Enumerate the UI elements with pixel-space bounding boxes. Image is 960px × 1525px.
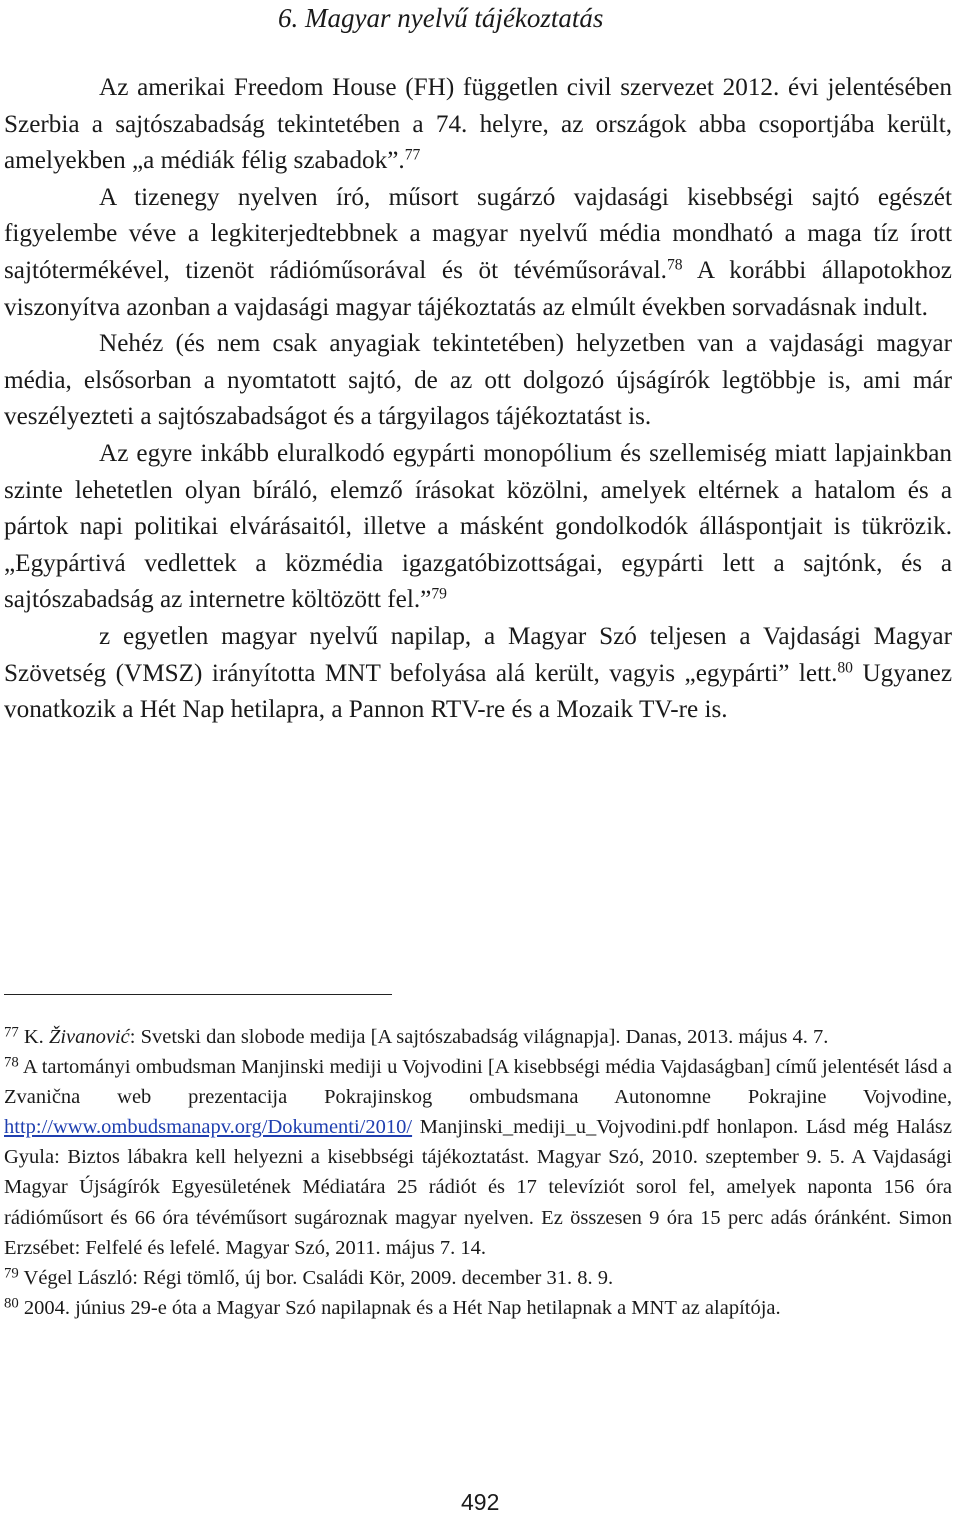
page-number: 492 <box>461 1489 500 1515</box>
footnote-number: 80 <box>4 1295 19 1312</box>
paragraph-text: Ugyanez vonatkozik a Hét Nap hetilapra, a Pannon RTV-re és a Mozaik TV-re is. <box>4 659 952 724</box>
footnote-separator <box>4 994 392 995</box>
footnote-ref-80[interactable]: 80 <box>837 658 853 676</box>
paragraph-text: A tizenegy nyelven író, műsort sugárzó vajdasági kisebbségi sajtó egészét figyelembe véve a legkiterjedtebbnek a magyar nyelvű média mondható a maga tíz írott sajtótermékével, tizenöt rádióműsorával és öt tévéműsorával. <box>4 183 952 284</box>
footnote-ref-78[interactable]: 78 <box>666 256 683 274</box>
section-heading: 6. Magyar nyelvű tájékoztatás <box>278 3 604 33</box>
paragraph <box>4 619 952 729</box>
footnote-text: : Svetski dan slobode medija [A sajtószabadság világnapja]. Danas, 2013. május 4. 7. <box>129 1026 829 1048</box>
footnote-text: Végel László: Régi tömlő, új bor. Családi Kör, 2009. december 31. 8. 9. <box>23 1266 614 1289</box>
footnote-80 <box>4 1293 952 1323</box>
footnote-number: 78 <box>4 1054 19 1071</box>
footnote-text: K. <box>23 1026 44 1048</box>
paragraph <box>4 436 952 619</box>
paragraph <box>4 70 952 180</box>
body-text <box>4 70 952 729</box>
footnote-77 <box>4 1022 952 1052</box>
footnote-link[interactable]: http://www.ombudsmanapv.org/Dokumenti/2010/ <box>4 1116 413 1139</box>
paragraph <box>4 180 952 326</box>
footnote-author: Živanović <box>48 1026 130 1048</box>
paragraph-text: Az amerikai Freedom House (FH) független civil szervezet 2012. évi jelentésében Szerbia a sajtószabadság tekintetében a 74. helyre, az országok abba csoportjába került, amelyekben „a médiák félig szabadok”. <box>4 74 952 175</box>
paragraph-text: Nehéz (és nem csak anyagiak tekintetében) helyzetben van a vajdasági magyar média, elsősorban a nyomtatott sajtó, de az ott dolgozó újságírók legtöbbje is, ami már veszélyezteti a sajtószabadságot és a tárgyilagos tájékoztatást is. <box>4 330 952 431</box>
footnote-text: A tartományi ombudsman Manjinski mediji u Vojvodini [A kisebbségi média Vajdaságban] című jelentését lásd a Zvanična web prezentacija Pokrajinskog ombudsmana Autonomne Pokrajine Vojvodine, <box>4 1056 952 1109</box>
footnotes <box>4 1022 952 1323</box>
footnote-ref-79[interactable]: 79 <box>431 585 447 603</box>
footnote-text: 2004. június 29-e óta a Magyar Szó napilapnak és a Hét Nap hetilapnak a MNT az alapítója. <box>23 1296 781 1319</box>
footnote-79 <box>4 1263 952 1293</box>
paragraph-text: z egyetlen magyar nyelvű napilap, a Magyar Szó teljesen a Vajdasági Magyar Szövetség (VMSZ) irányította MNT befolyása alá került, vagyis „egypárti” lett. <box>4 622 952 687</box>
footnote-number: 77 <box>4 1024 19 1041</box>
footnote-78 <box>4 1052 952 1263</box>
paragraph-text: Az egyre inkább eluralkodó egypárti monopólium és szellemiség miatt lapjainkban szinte lehetetlen olyan bíráló, elemző írásokat közölni, amelyek eltérnek a hatalom és a pártok napi politikai elvárásaitól, illetve a másként gondolkodók álláspontjait is tükrözik. „Egypártivá vedlettek a közmédia igazgatóbizottságai, egypárti lett a sajtónk, és a sajtószabadság az internetre költözött fel.” <box>4 439 952 614</box>
footnote-number: 79 <box>4 1265 19 1282</box>
footnote-ref-77[interactable]: 77 <box>404 146 421 164</box>
footnote-text: Manjinski_mediji_u_Vojvodini.pdf honlapon. Lásd még Halász Gyula: Biztos lábakra kell helyezni a kisebbségi tájékoztatást. Magyar Szó, 2010. szeptember 9. 5. A Vajdasági Magyar Újságírók Egyesületének Médiatára 25 rádiót és 17 televíziót sorol fel, amelyek naponta 156 óra rádióműsort és 66 óra tévéműsort sugároznak magyar nyelven. Ez összesen 9 óra 15 perc adás óránként. Simon Erzsébet: Felfelé és lefelé. Magyar Szó, 2011. május 7. 14. <box>4 1116 953 1259</box>
paragraph-text: A korábbi állapotokhoz viszonyítva azonban a vajdasági magyar tájékoztatás az elmúlt években sorvadásnak indult. <box>4 256 952 321</box>
paragraph <box>4 326 952 436</box>
